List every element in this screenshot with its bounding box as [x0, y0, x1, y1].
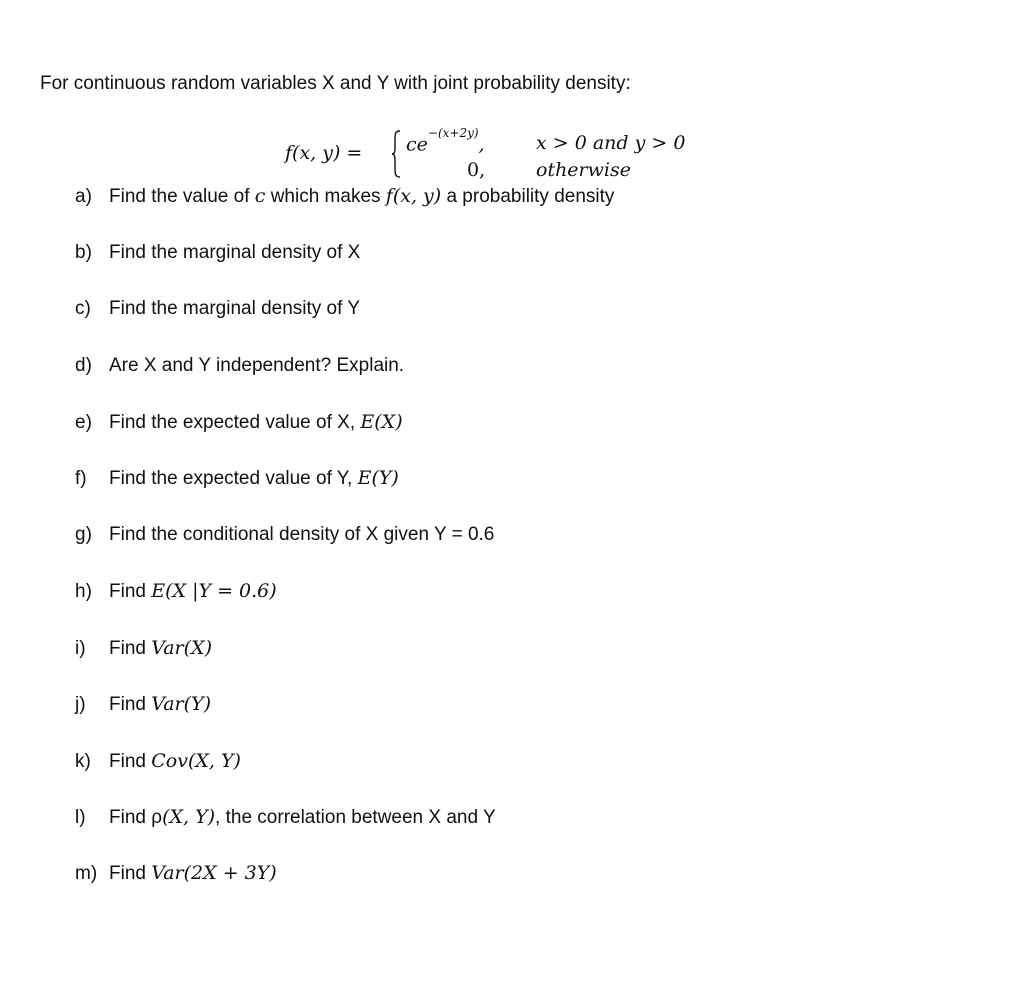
question-item: m) Find Var(2X + 3Y) [75, 862, 277, 884]
question-item: j) Find Var(Y) [75, 693, 212, 715]
question-item: k) Find Cov(X, Y) [75, 750, 241, 772]
question-item: e) Find the expected value of X, E(X) [75, 411, 403, 433]
question-item: h) Find E(X |Y = 0.6) [75, 580, 277, 602]
formula-lhs: f(x, y) = [285, 142, 363, 164]
question-item: d) Are X and Y independent? Explain. [75, 355, 405, 376]
case2-condition: otherwise [536, 159, 631, 181]
case2-expression: 0, [467, 159, 486, 181]
question-item: b) Find the marginal density of X [75, 242, 361, 263]
question-item: a) Find the value of c which makes f(x, y) a probability density [75, 185, 615, 207]
piecewise-brace [391, 130, 401, 178]
case1-condition: x > 0 and y > 0 [536, 132, 686, 154]
question-item: c) Find the marginal density of Y [75, 298, 361, 319]
case1-expression: $ce^{-(x+2y)}$, [406, 126, 485, 156]
question-item: g) Find the conditional density of X given Y = 0.6 [75, 524, 495, 545]
question-item: l) Find ρ(X, Y), the correlation between X and Y [75, 806, 496, 828]
question-item: i) Find Var(X) [75, 637, 212, 659]
question-item: f) Find the expected value of Y, E(Y) [75, 467, 399, 489]
case1-exponent: −(x+2y) [427, 126, 479, 140]
intro-text: For continuous random variables X and Y with joint probability density: [40, 73, 631, 94]
joint-density-formula [285, 128, 725, 188]
